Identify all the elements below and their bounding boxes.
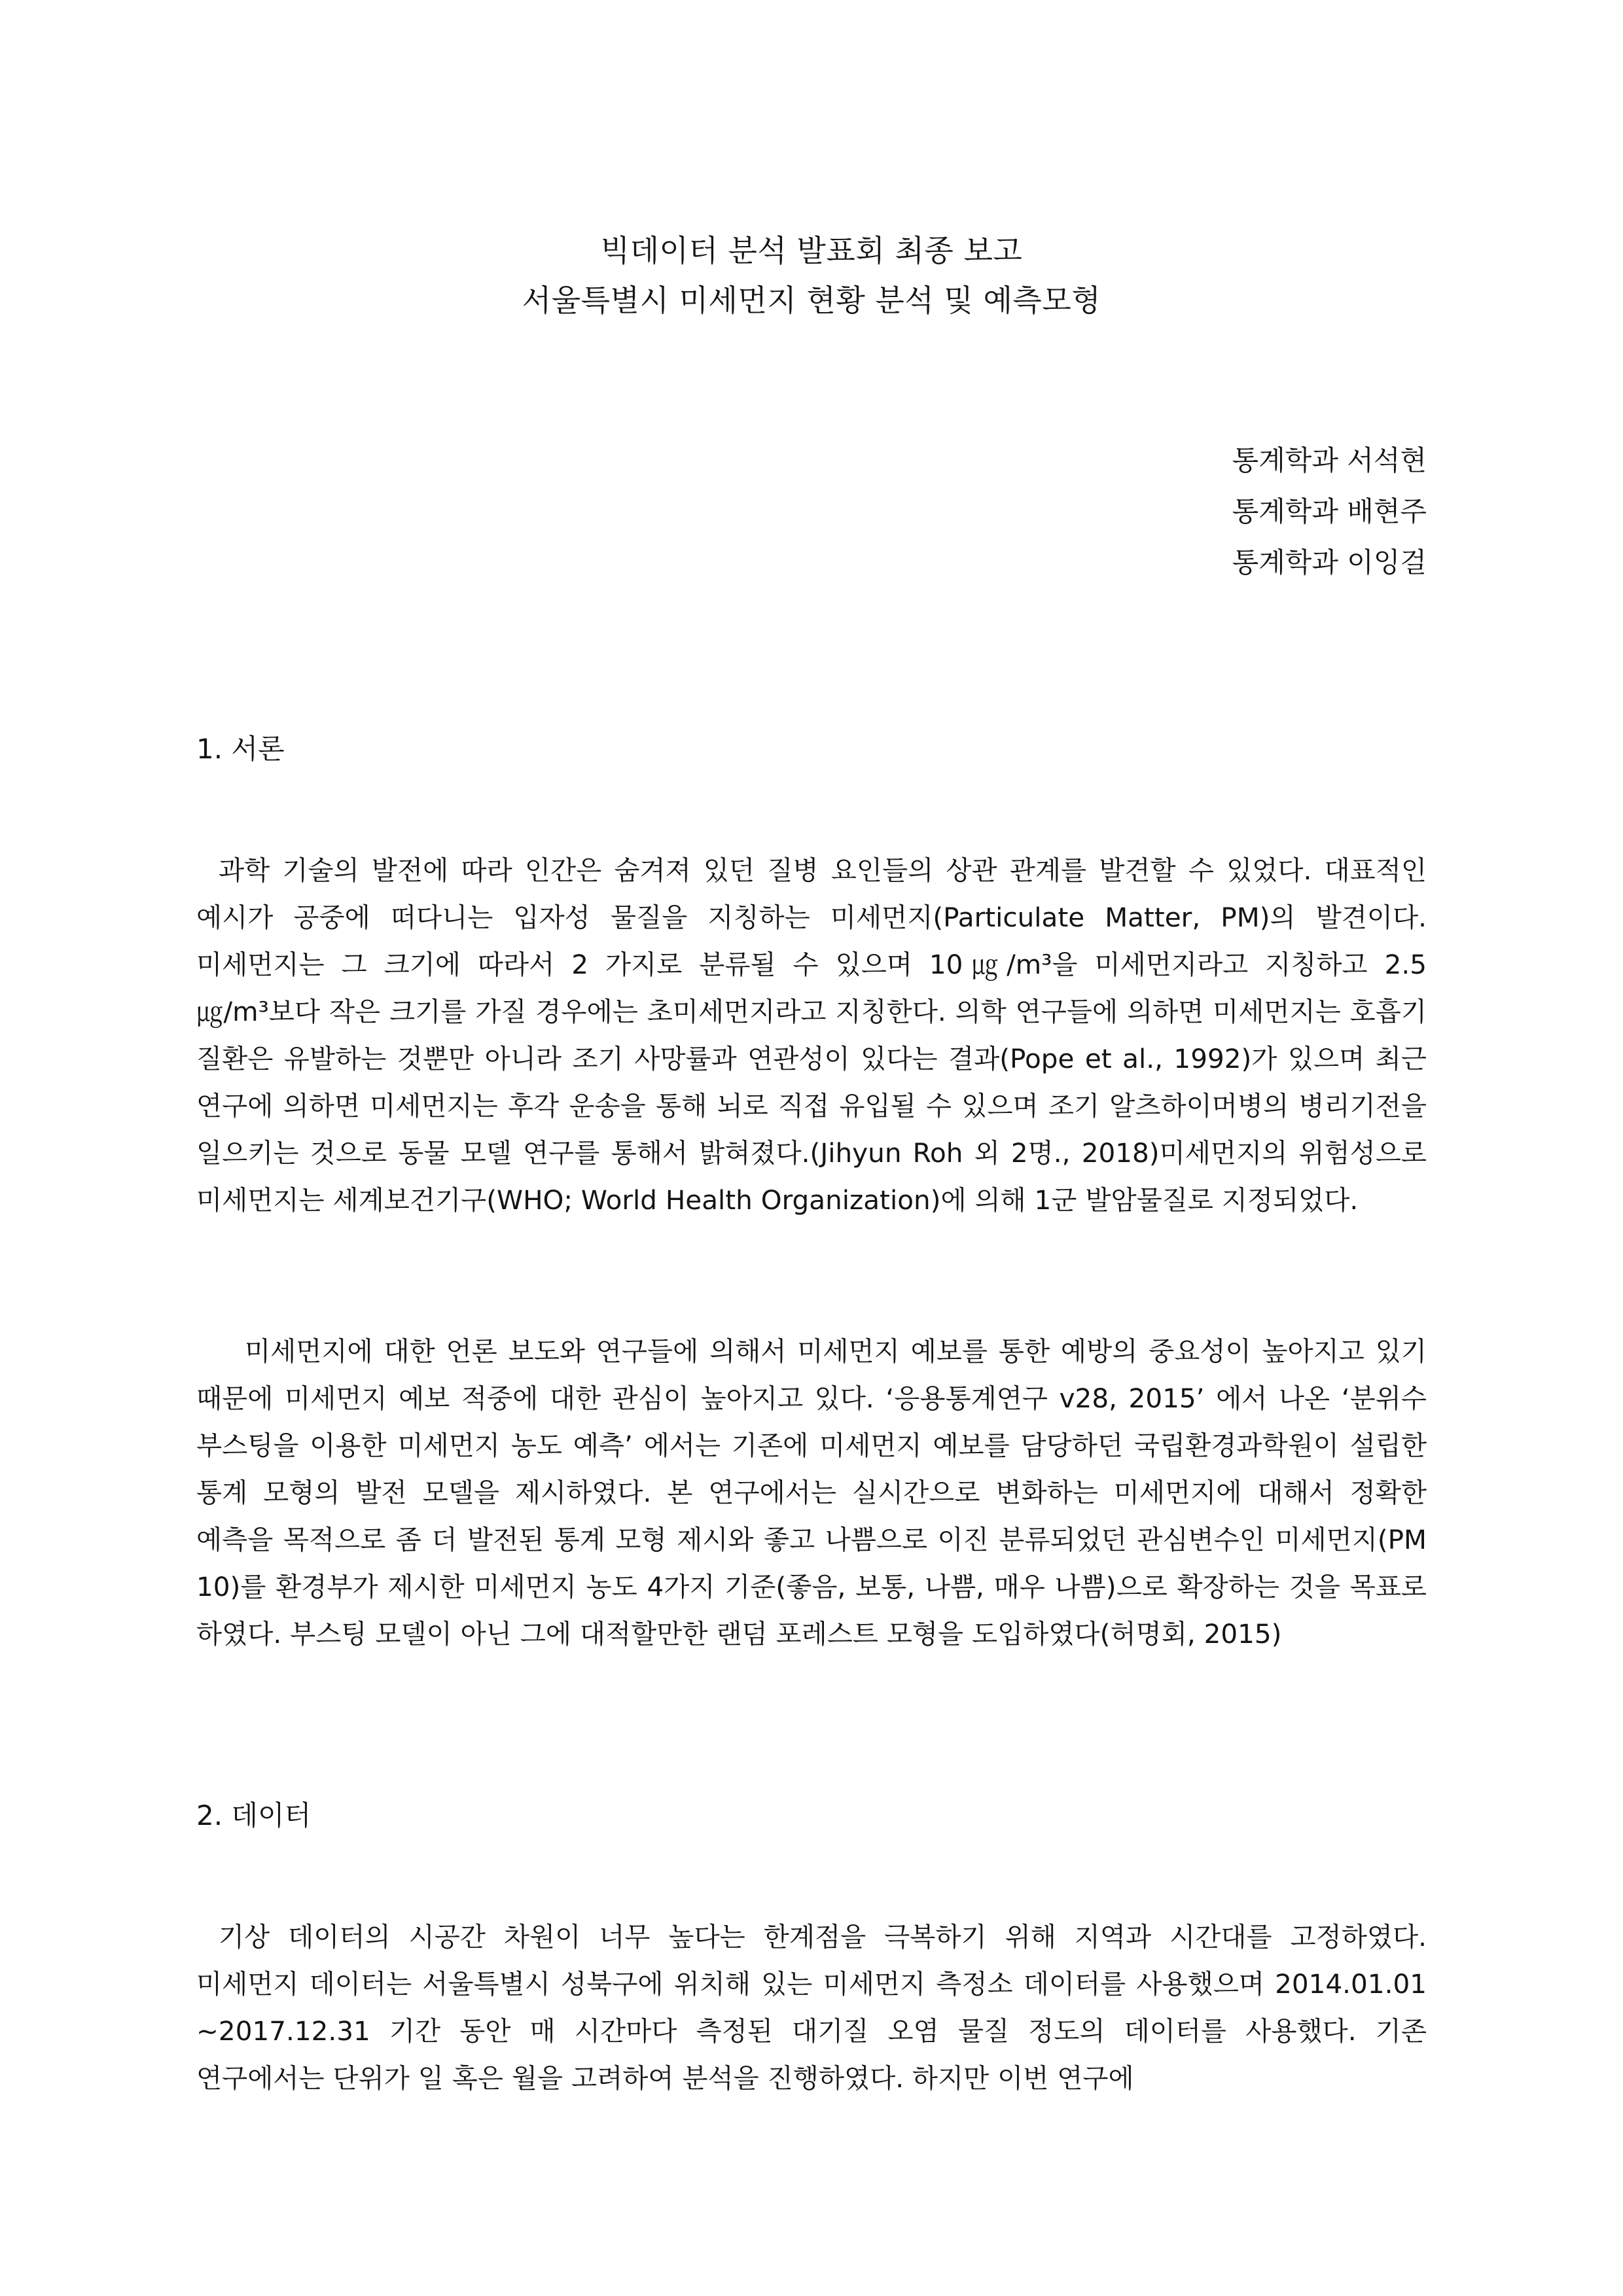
author-list (903, 435, 1427, 588)
author-name: 통계학과 배현주 (1232, 495, 1427, 527)
body-paragraph: 과학 기술의 발전에 따라 인간은 숨겨져 있던 질병 요인들의 상관 관계를 발견할 수 있었다. 대표적인 예시가 공중에 떠다니는 입자성 물질을 지칭하는 미세먼지(Particulate Matter, PM)의 발견이다. 미세먼지는 그 크기에 따라서 2 가지로 분류될 수 있으며 10㎍/m³을 미세먼지라고 지칭하고 2.5㎍/m³보다 작은 크기를 가질 경우에는 초미세먼지라고 지칭한다. 의학 연구들에 의하면 미세먼지는 호흡기 질환은 유발하는 것뿐만 아니라 조기 사망률과 연관성이 있다는 결과(Pope et al., 1992)가 있으며 최근 연구에 의하면 미세먼지는 후각 운송을 통해 뇌로 직접 유입될 수 있으며 조기 알츠하이머병의 병리기전을 일으키는 것으로 동물 모델 연구를 통해서 밝혀졌다.(Jihyun Roh 외 2명., 2018)미세먼지의 위험성으로 미세먼지는 세계보건기구(WHO; World Health Organization)에 의해 1군 발암물질로 지정되었다. (196, 854, 1427, 1216)
body-paragraph: 기상 데이터의 시공간 차원이 너무 높다는 한계점을 극복하기 위해 지역과 시간대를 고정하였다. 미세먼지 데이터는 서울특별시 성북구에 위치해 있는 미세먼지 측정소 데이터를 사용했으며 2014.01.01 ~2017.12.31 기간 동안 매 시간마다 측정된 대기질 오염 물질 정도의 데이터를 사용했다. 기존 연구에서는 단위가 일 혹은 월을 고려하여 분석을 진행하였다. 하지만 이번 연구에 (196, 1920, 1427, 2094)
body-paragraph: 미세먼지에 대한 언론 보도와 연구들에 의해서 미세먼지 예보를 통한 예방의 중요성이 높아지고 있기 때문에 미세먼지 예보 적중에 대한 관심이 높아지고 있다. ‘응용통계연구 v28, 2015’ 에서 나온 ‘분위수 부스팅을 이용한 미세먼지 농도 예측’ 에서는 기존에 미세먼지 예보를 담당하던 국립환경과학원이 설립한 통계 모형의 발전 모델을 제시하였다. 본 연구에서는 실시간으로 변화하는 미세먼지에 대해서 정확한 예측을 목적으로 좀 더 발전된 통계 모형 제시와 좋고 나쁨으로 이진 분류되었던 관심변수인 미세먼지(PM 10)를 환경부가 제시한 미세먼지 농도 4가지 기준(좋음, 보통, 나쁨, 매우 나쁨)으로 확장하는 것을 목표로 하였다. 부스팅 모델이 아닌 그에 대적할만한 랜덤 포레스트 모형을 도입하였다(허명회, 2015) (196, 1335, 1427, 1650)
author-name: 통계학과 이잉걸 (1232, 546, 1427, 578)
author-name: 통계학과 서석현 (1232, 444, 1427, 476)
report-title (196, 226, 1427, 325)
report-title-line-1: 빅데이터 분석 발표회 최종 보고 (600, 233, 1023, 268)
report-title-line-2: 서울특별시 미세먼지 현황 분석 및 예측모형 (522, 283, 1101, 318)
section-heading-data: 2. 데이터 (196, 1799, 312, 1831)
section-heading-introduction: 1. 서론 (196, 733, 285, 765)
